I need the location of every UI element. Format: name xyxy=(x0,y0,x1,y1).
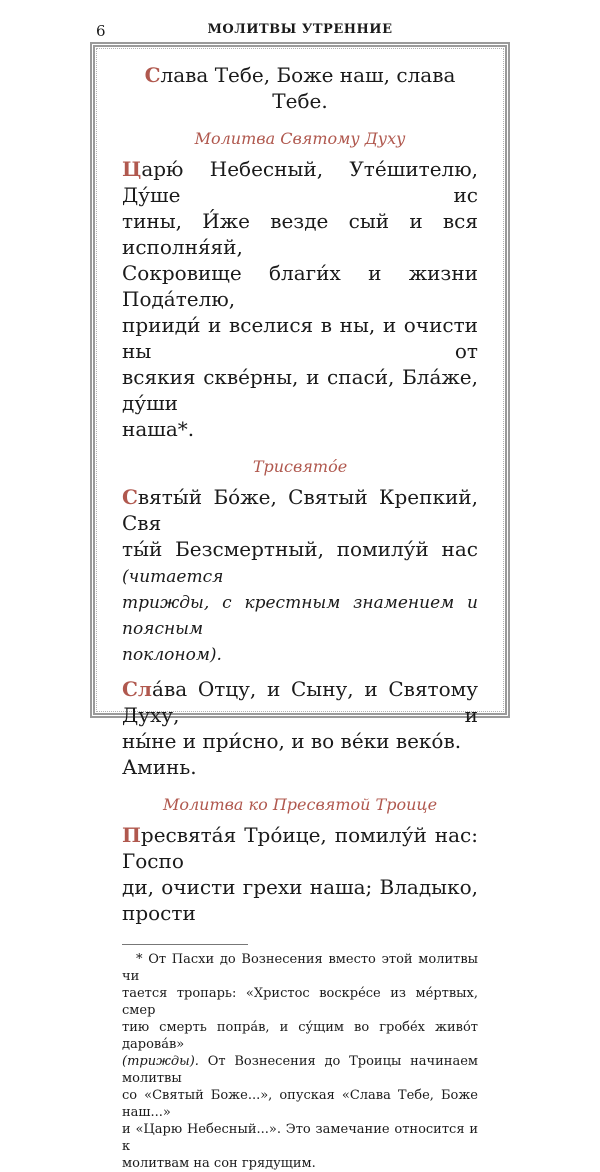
drop-cap: Сл xyxy=(122,677,153,701)
text-line: ны́не и при́сно, и во ве́ки веко́в. Аминь. xyxy=(122,729,462,779)
heading-trinity: Молитва ко Пресвятой Троице xyxy=(162,795,438,814)
text-line: Сла́ва Отцу, и Сыну, и Святому Духу, и xyxy=(122,677,478,727)
prayer-trinity xyxy=(122,822,478,926)
text-line: наша*. xyxy=(122,417,195,441)
footnote-line: молитвам на сон грядущим. xyxy=(122,1156,316,1171)
footnote xyxy=(122,951,478,1172)
prayer-holy-spirit xyxy=(122,156,478,442)
page-number: 6 xyxy=(96,22,106,40)
text-line: Царю́ Небесный, Уте́шителю, Ду́ше ис xyxy=(122,157,478,207)
text-line: Пресвята́я Тро́ице, помилу́й нас: Госпо xyxy=(122,823,478,873)
footnote-line: и «Царю Небесный...». Это замечание относится и к xyxy=(122,1122,478,1154)
prayer-glory xyxy=(122,676,478,780)
footnote-line: тается тропарь: «Христос воскре́се из ме́ртвых, смер xyxy=(122,986,478,1018)
heading-trisagion: Трисвято́е xyxy=(252,457,348,476)
text-line: Святы́й Бо́же, Святый Крепкий, Свя xyxy=(122,485,478,535)
rubric-note: трижды, с крестным знамением и поясным xyxy=(122,593,478,639)
running-head: МОЛИТВЫ УТРЕННИЕ xyxy=(207,22,393,37)
page-content xyxy=(122,58,478,1172)
drop-cap: С xyxy=(144,63,161,87)
text-line: ты́й Безсмертный, помилу́й нас (читается xyxy=(122,537,478,587)
prayer-trisagion xyxy=(122,484,478,668)
footnote-line: тию смерть попра́в, и су́щим во гробе́х живо́т дарова́в» xyxy=(122,1020,478,1052)
opening-text: лава Тебе, Боже наш, слава Тебе. xyxy=(160,63,456,113)
rubric-note: поклоном). xyxy=(122,645,222,665)
footnote-line: (трижды). От Вознесения до Троицы начинаем молитвы xyxy=(122,1054,478,1086)
heading-holy-spirit: Молитва Святому Духу xyxy=(194,129,406,148)
drop-cap: П xyxy=(122,823,141,847)
drop-cap: С xyxy=(122,485,138,509)
opening-doxology xyxy=(122,62,478,114)
drop-cap: Ц xyxy=(122,157,142,181)
footnote-rule xyxy=(122,944,248,945)
text-line: ди, очисти грехи наша; Владыко, прости xyxy=(122,875,478,925)
rubric-note: (читается xyxy=(122,567,224,587)
text-line: всякия скве́рны, и спаси́, Бла́же, ду́ши xyxy=(122,365,478,415)
text-line: Сокровище благи́х и жизни Пода́телю, xyxy=(122,261,478,311)
footnote-line: * От Пасхи до Вознесения вместо этой молитвы чи xyxy=(122,952,478,984)
text-line: прииди́ и вселися в ны, и очисти ны от xyxy=(122,313,478,363)
text-line: тины, И́же везде сый и вся исполня́яй, xyxy=(122,209,478,259)
footnote-line: со «Святый Боже...», опуская «Слава Тебе, Боже наш...» xyxy=(122,1088,478,1120)
